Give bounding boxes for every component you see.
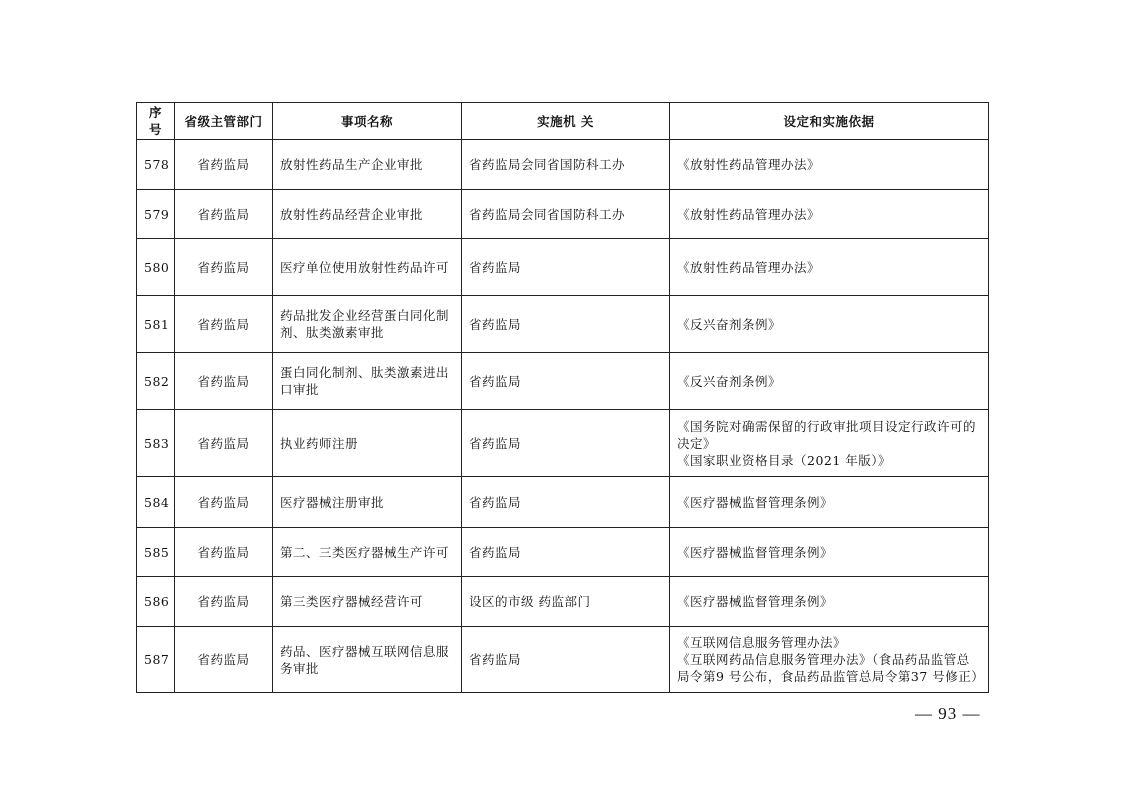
- cell-dept: 省药监局: [175, 477, 273, 528]
- cell-seq: 586: [137, 577, 175, 627]
- cell-seq: 582: [137, 353, 175, 410]
- table-row: [137, 528, 989, 577]
- cell-dept: 省药监局: [175, 140, 273, 190]
- table-header-row: [137, 103, 989, 140]
- table-row: [137, 140, 989, 190]
- header-dept: 省级主管部门: [175, 103, 273, 140]
- cell-basis: [670, 410, 989, 477]
- cell-dept: 省药监局: [175, 239, 273, 296]
- basis-line: 《医疗器械监督管理条例》: [677, 544, 834, 560]
- cell-basis: [670, 477, 989, 528]
- cell-item: 执业药师注册: [273, 410, 462, 477]
- table-row: [137, 477, 989, 528]
- table-row: [137, 190, 989, 239]
- cell-seq: 584: [137, 477, 175, 528]
- cell-dept: 省药监局: [175, 190, 273, 239]
- cell-agency: 省药监局: [462, 528, 670, 577]
- header-item: 事项名称: [273, 103, 462, 140]
- basis-line: 《放射性药品管理办法》: [677, 157, 821, 172]
- header-basis: 设定和实施依据: [670, 103, 989, 140]
- basis-line: 《反兴奋剂条例》: [677, 316, 782, 332]
- cell-seq: 580: [137, 239, 175, 296]
- cell-item: 医疗器械注册审批: [273, 477, 462, 528]
- table-row: [137, 627, 989, 693]
- table-row: [137, 239, 989, 296]
- basis-line: 《国务院对确需保留的行政审批项目设定行政许可的决定》: [677, 418, 977, 451]
- cell-agency: 省药监局会同省国防科工办: [462, 140, 670, 190]
- table-row: [137, 353, 989, 410]
- cell-item: 第二、三类医疗器械生产许可: [273, 528, 462, 577]
- basis-line: 《放射性药品管理办法》: [677, 206, 821, 222]
- cell-item: 蛋白同化制剂、肽类激素进出口审批: [273, 353, 462, 410]
- cell-seq: 585: [137, 528, 175, 577]
- cell-basis: [670, 353, 989, 410]
- cell-agency: 设区的市级 药监部门: [462, 577, 670, 627]
- cell-dept: 省药监局: [175, 296, 273, 353]
- cell-item: 药品、医疗器械互联网信息服务审批: [273, 627, 462, 693]
- cell-agency: 省药监局: [462, 239, 670, 296]
- cell-dept: 省药监局: [175, 353, 273, 410]
- cell-seq: 581: [137, 296, 175, 353]
- cell-dept: 省药监局: [175, 410, 273, 477]
- basis-line: 《医疗器械监督管理条例》: [677, 594, 834, 609]
- cell-item: 第三类医疗器械经营许可: [273, 577, 462, 627]
- cell-basis: [670, 239, 989, 296]
- table-row: [137, 577, 989, 627]
- cell-agency: 省药监局: [462, 477, 670, 528]
- basis-line: 《国家职业资格目录（2021 年版）》: [677, 452, 892, 468]
- cell-agency: 省药监局会同省国防科工办: [462, 190, 670, 239]
- cell-basis: [670, 627, 989, 693]
- cell-seq: 578: [137, 140, 175, 190]
- header-agency: 实施机 关: [462, 103, 670, 140]
- cell-basis: [670, 577, 989, 627]
- basis-line: 《互联网信息服务管理办法》: [677, 635, 847, 650]
- cell-agency: 省药监局: [462, 296, 670, 353]
- cell-item: 放射性药品生产企业审批: [273, 140, 462, 190]
- basis-line: 《放射性药品管理办法》: [677, 259, 821, 275]
- cell-seq: 579: [137, 190, 175, 239]
- cell-seq: 583: [137, 410, 175, 477]
- cell-basis: [670, 190, 989, 239]
- cell-item: 放射性药品经营企业审批: [273, 190, 462, 239]
- cell-item: 药品批发企业经营蛋白同化制剂、肽类激素审批: [273, 296, 462, 353]
- table-row: [137, 410, 989, 477]
- cell-item: 医疗单位使用放射性药品许可: [273, 239, 462, 296]
- cell-agency: 省药监局: [462, 627, 670, 693]
- cell-agency: 省药监局: [462, 353, 670, 410]
- cell-basis: [670, 296, 989, 353]
- approval-items-table: [136, 102, 989, 693]
- header-seq: 序号: [137, 103, 175, 140]
- cell-dept: 省药监局: [175, 627, 273, 693]
- cell-seq: 587: [137, 627, 175, 693]
- page-number: — 93 —: [915, 704, 981, 723]
- basis-line: 《医疗器械监督管理条例》: [677, 494, 834, 510]
- cell-basis: [670, 140, 989, 190]
- cell-dept: 省药监局: [175, 528, 273, 577]
- cell-basis: [670, 528, 989, 577]
- basis-line: 《反兴奋剂条例》: [677, 373, 782, 389]
- basis-line: 《互联网药品信息服务管理办法》（食品药品监管总局令第9 号公布，食品药品监管总局令第37 号修正）: [677, 652, 985, 684]
- table-row: [137, 296, 989, 353]
- cell-dept: 省药监局: [175, 577, 273, 627]
- cell-agency: 省药监局: [462, 410, 670, 477]
